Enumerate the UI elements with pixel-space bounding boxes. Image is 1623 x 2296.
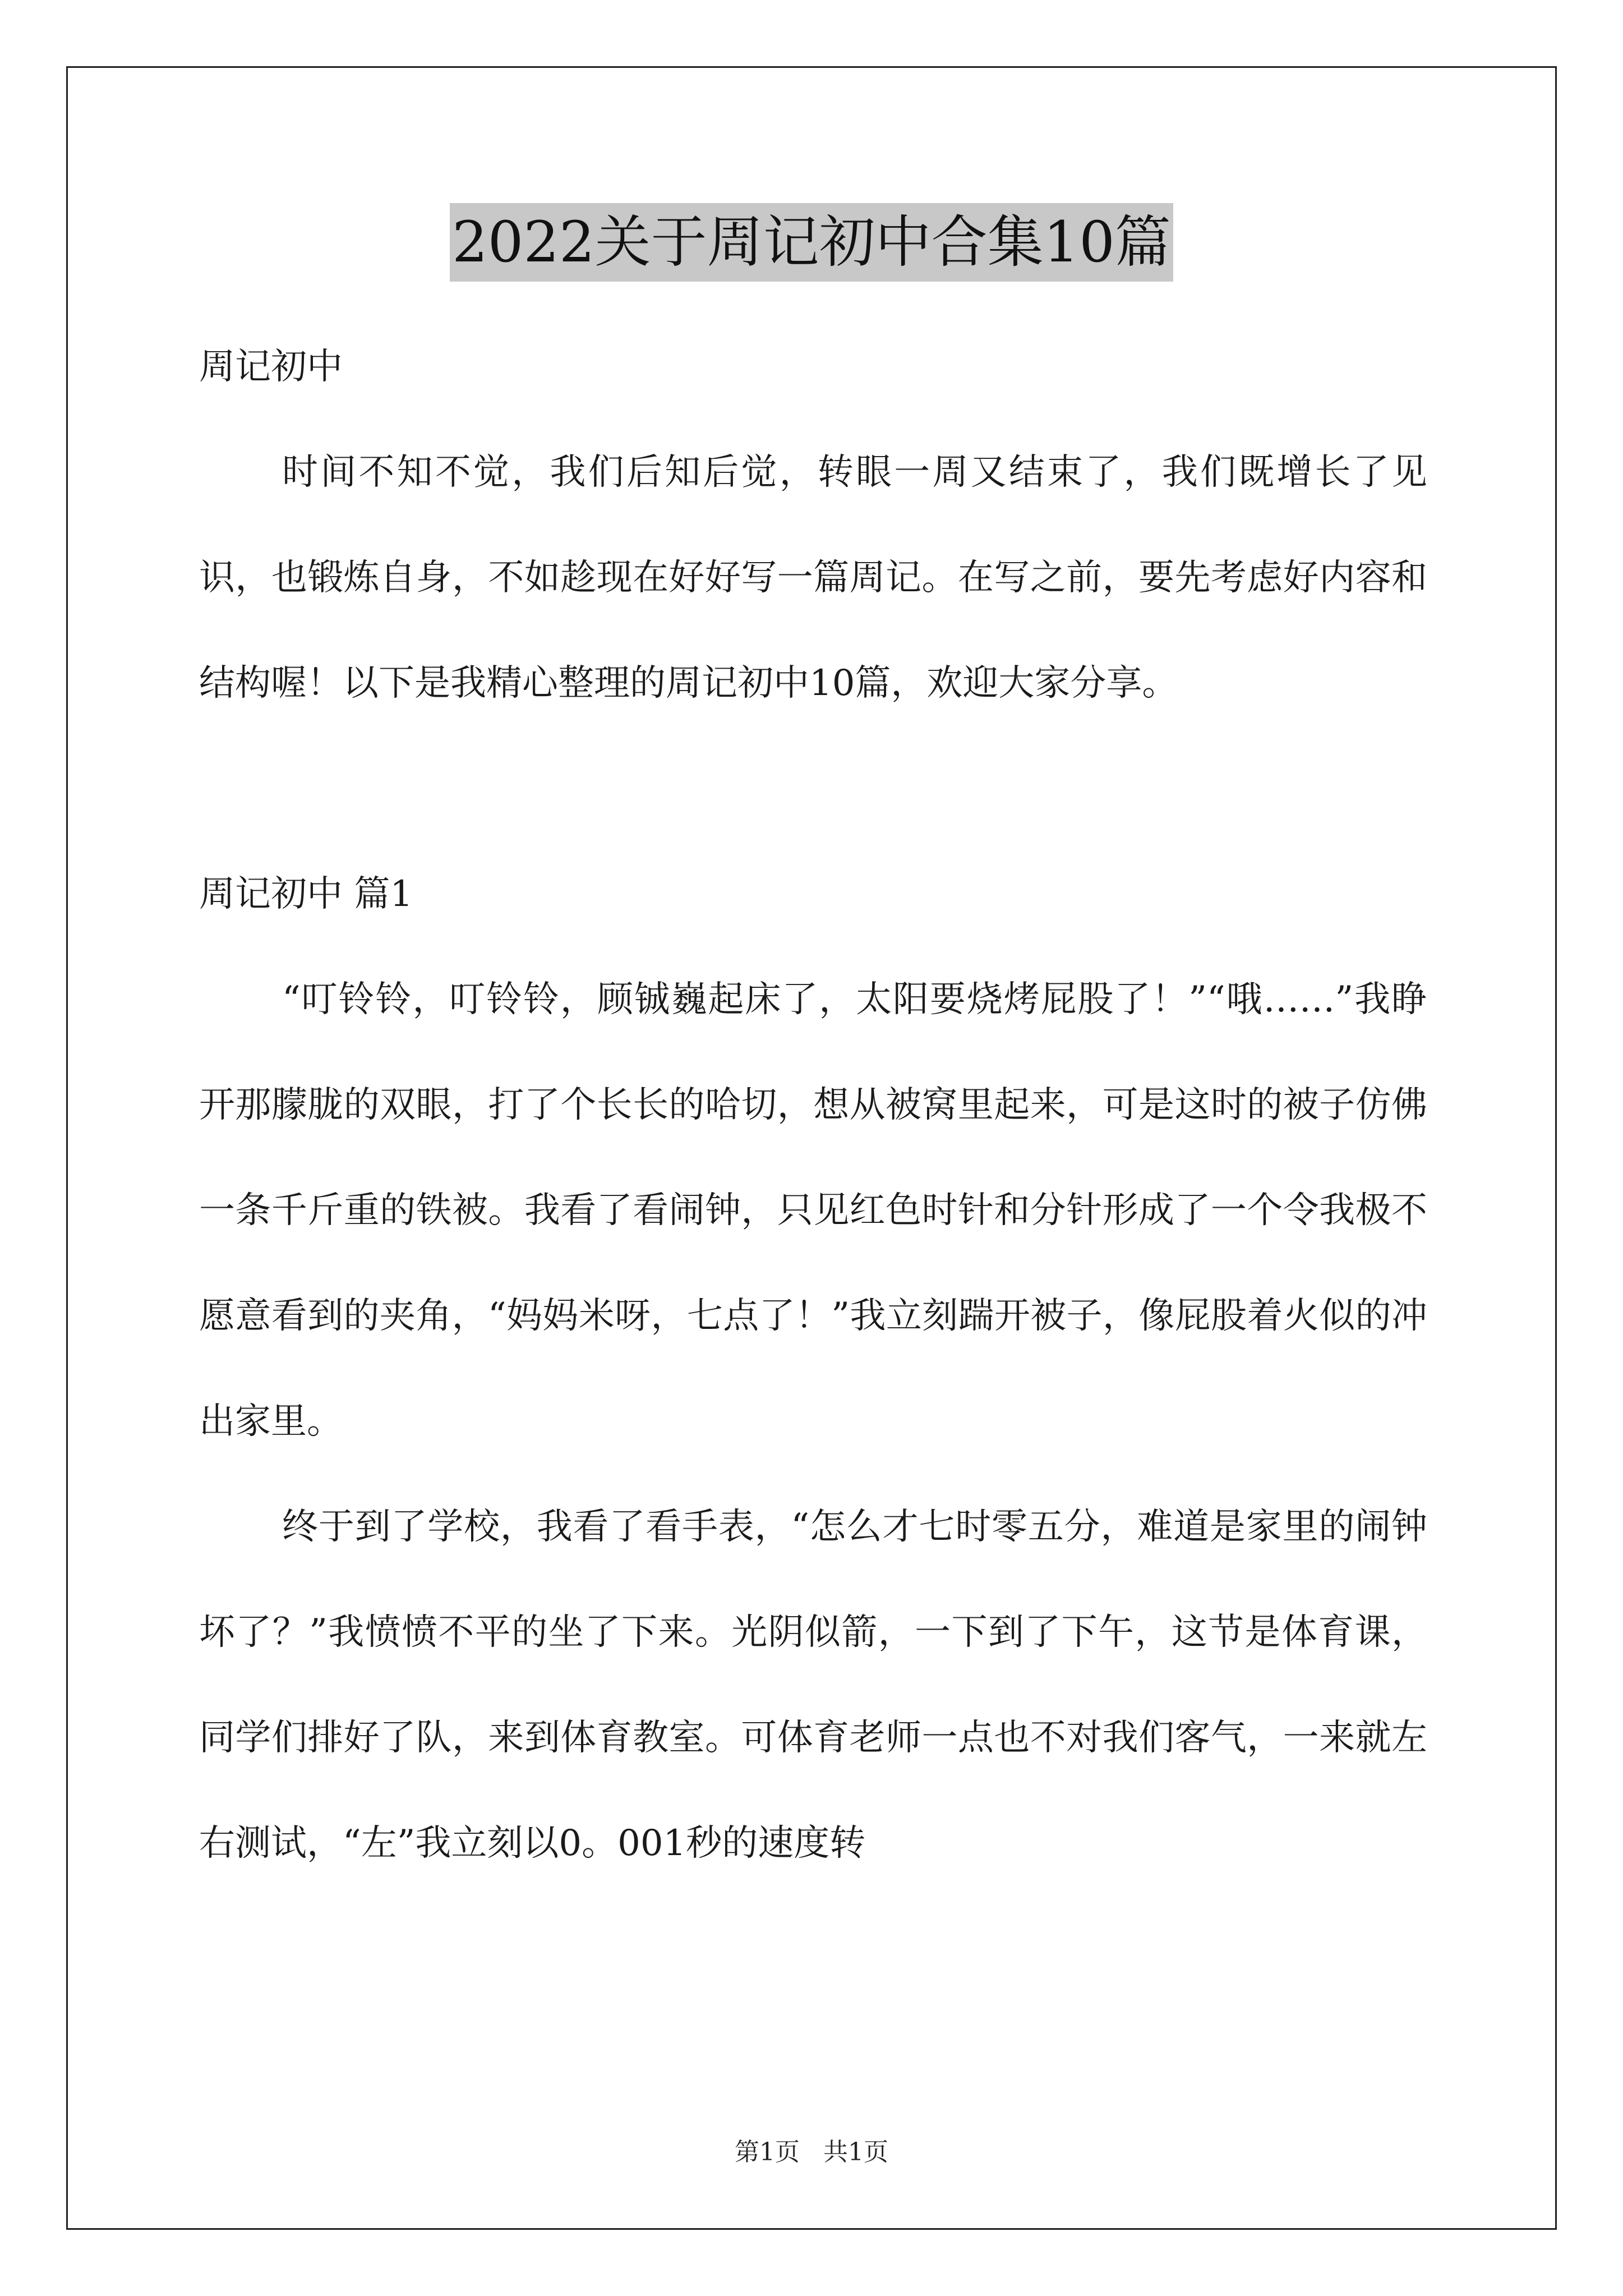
page-number: 第1页 — [735, 2138, 800, 2166]
page-footer — [0, 2132, 1623, 2168]
intro-heading: 周记初中 — [199, 346, 343, 388]
body-paragraph-2: 终于到了学校，我看了看手表，“怎么才七时零五分，难道是家里的闹钟坏了？”我愤愤不平的坐了下来。光阴似箭，一下到了下午，这节是体育课，同学们排好了队，来到体育教室。可体育老师一点也不对我们客气，一来就左右测试，“左”我立刻以0。001秒的速度转 — [199, 1506, 1427, 1864]
body-paragraph-1: “叮铃铃，叮铃铃，顾铖巍起床了，太阳要烧烤屁股了！”“哦……”我睁开那朦胧的双眼，打了个长长的哈切，想从被窝里起来，可是这时的被子仿佛一条千斤重的铁被。我看了看闹钟，只见红色时针和分针形成了一个令我极不愿意看到的夹角，“妈妈米呀，七点了！”我立刻踹开被子，像屁股着火似的冲出家里。 — [199, 979, 1427, 1442]
intro-paragraph: 时间不知不觉，我们后知后觉，转眼一周又结束了，我们既增长了见识，也锻炼自身，不如趁现在好好写一篇周记。在写之前，要先考虑好内容和结构喔！以下是我精心整理的周记初中10篇，欢迎大家分享。 — [199, 452, 1427, 704]
page-total: 共1页 — [823, 2138, 888, 2166]
document-title: 2022关于周记初中合集10篇 — [450, 203, 1173, 282]
section-heading: 周记初中 篇1 — [199, 873, 413, 915]
document-body — [199, 314, 1427, 1896]
title-container — [0, 203, 1623, 282]
section-gap — [199, 736, 1427, 841]
